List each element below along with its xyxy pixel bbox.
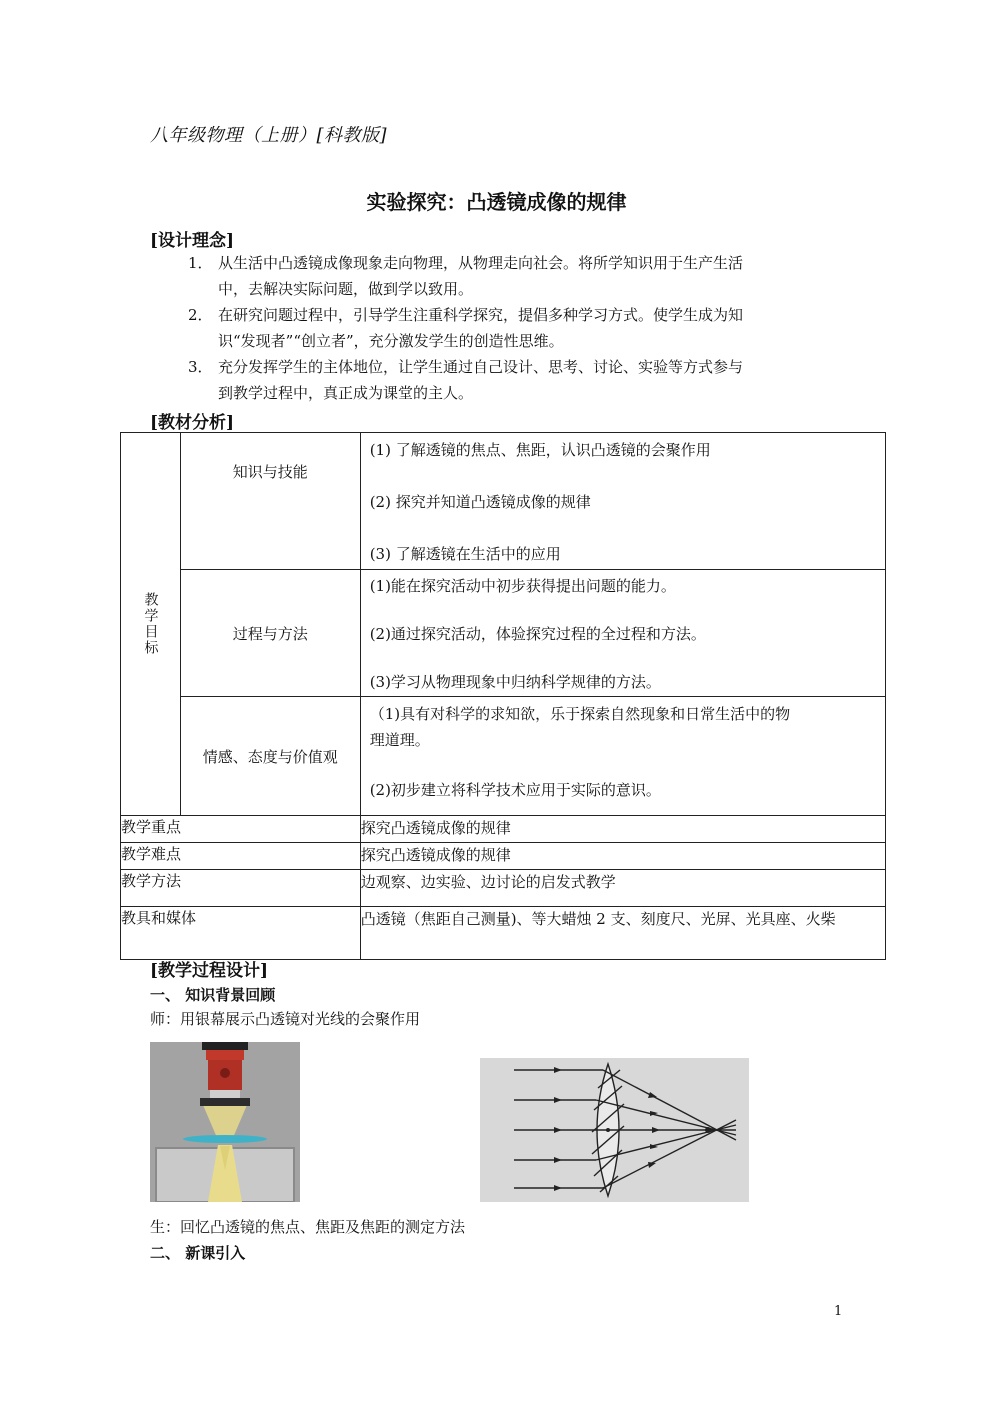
design-item-3 bbox=[188, 354, 828, 406]
emotion-item: (2)初步建立将科学技术应用于实际的意识。 bbox=[369, 781, 661, 799]
goals-label-cell bbox=[121, 433, 181, 816]
table-row-label: 教学重点 bbox=[121, 816, 361, 843]
ray-diagram-illustration bbox=[480, 1058, 749, 1202]
item-line: 到教学过程中，真正成为课堂的主人。 bbox=[218, 384, 474, 402]
emotion-label: 情感、态度与价值观 bbox=[202, 747, 338, 766]
emotion-cell bbox=[360, 697, 885, 816]
table-row-value: 凸透镜（焦距自己测量)、等大蜡烛 2 支、刻度尺、光屏、光具座、火柴 bbox=[360, 907, 885, 960]
item-number: 1． bbox=[188, 254, 213, 272]
lens-demo-illustration bbox=[150, 1042, 300, 1202]
item-number: 3． bbox=[188, 358, 213, 376]
table-row-value: 探究凸透镜成像的规律 bbox=[360, 843, 885, 870]
process-cell bbox=[360, 570, 885, 697]
student-text: 生：回忆凸透镜的焦点、焦距及焦距的测定方法 bbox=[150, 1218, 466, 1236]
table-row-value: 边观察、边实验、边讨论的启发式教学 bbox=[360, 870, 885, 907]
emotion-label-cell bbox=[180, 697, 360, 816]
knowledge-label: 知识与技能 bbox=[232, 463, 308, 481]
item-line: 中，去解决实际问题，做到学以致用。 bbox=[218, 280, 474, 298]
item-line: 在研究问题过程中，引导学生注重科学探究，提倡多种学习方式。使学生成为知 bbox=[218, 306, 744, 324]
table-row-label: 教学方法 bbox=[121, 870, 361, 907]
goals-label: 教学目标 bbox=[142, 592, 159, 656]
table-row-label: 教具和媒体 bbox=[121, 907, 361, 960]
section-2-heading: 二、 新课引入 bbox=[150, 1244, 246, 1262]
page-title: 实验探究：凸透镜成像的规律 bbox=[366, 190, 627, 214]
knowledge-item: (3) 了解透镜在生活中的应用 bbox=[369, 545, 561, 563]
process-label: 过程与方法 bbox=[232, 624, 308, 643]
item-line: 从生活中凸透镜成像现象走向物理，从物理走向社会。将所学知识用于生产生活 bbox=[218, 254, 744, 272]
process-item: (2)通过探究活动，体验探究过程的全过程和方法。 bbox=[369, 625, 706, 643]
item-number: 2． bbox=[188, 306, 213, 324]
analysis-table bbox=[120, 432, 886, 960]
teacher-text: 师：用银幕展示凸透镜对光线的会聚作用 bbox=[150, 1010, 421, 1028]
item-line: 识“发现者”“创立者”，充分激发学生的创造性思维。 bbox=[218, 332, 564, 350]
ray-diagram-image bbox=[480, 1058, 749, 1202]
table-row-label: 教学难点 bbox=[121, 843, 361, 870]
item-line: 充分发挥学生的主体地位，让学生通过自己设计、思考、讨论、实验等方式参与 bbox=[218, 358, 744, 376]
document-header: 八年级物理（上册）[科教版] bbox=[150, 125, 388, 146]
lens-demo-image bbox=[150, 1042, 300, 1202]
design-heading: [设计理念] bbox=[150, 231, 235, 251]
process-label-cell bbox=[180, 570, 360, 697]
knowledge-item: (2) 探究并知道凸透镜成像的规律 bbox=[369, 493, 591, 511]
process-item: (3)学习从物理现象中归纳科学规律的方法。 bbox=[369, 673, 661, 691]
section-1-heading: 一、 知识背景回顾 bbox=[150, 986, 276, 1004]
design-item-1 bbox=[188, 250, 828, 302]
analysis-heading: [教材分析] bbox=[150, 413, 235, 433]
design-item-2 bbox=[188, 302, 828, 354]
process-design-heading: [教学过程设计] bbox=[150, 961, 269, 981]
emotion-item: 理道理。 bbox=[369, 731, 430, 749]
knowledge-item: (1) 了解透镜的焦点、焦距，认识凸透镜的会聚作用 bbox=[369, 441, 711, 459]
table-row-value: 探究凸透镜成像的规律 bbox=[360, 816, 885, 843]
knowledge-cell bbox=[360, 433, 885, 570]
page-number: 1 bbox=[834, 1304, 843, 1319]
process-item: (1)能在探究活动中初步获得提出问题的能力。 bbox=[369, 577, 676, 595]
emotion-item: （1)具有对科学的求知欲，乐于探索自然现象和日常生活中的物 bbox=[369, 705, 791, 723]
knowledge-label-cell bbox=[180, 433, 360, 570]
